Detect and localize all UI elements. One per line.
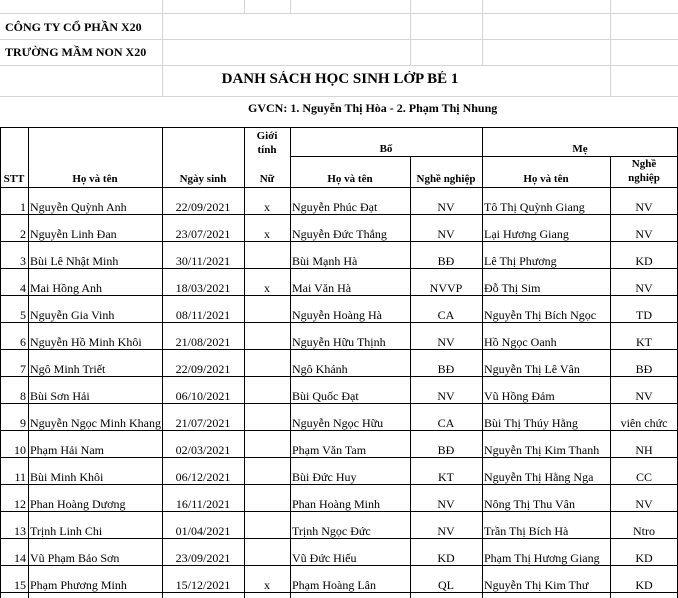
- cell-student-name: Nguyễn Hồ Minh Khôi: [30, 335, 142, 349]
- cell-stt: 6: [20, 335, 26, 349]
- cell-father-name: Nguyễn Phúc Đạt: [292, 200, 378, 214]
- cell-stt: 13: [14, 524, 26, 538]
- cell-student-name: Ngô Minh Triết: [30, 362, 106, 376]
- cell-mother-name: Nguyễn Thị Lê Vân: [484, 362, 580, 376]
- company-name: CÔNG TY CỔ PHẦN X20: [5, 20, 142, 34]
- cell-birth-date: 30/11/2021: [175, 254, 231, 268]
- table-col-border: [244, 188, 245, 598]
- gridline: [482, 0, 483, 65]
- cell-student-name: Nguyễn Quỳnh Anh: [30, 200, 127, 214]
- cell-stt: 15: [14, 578, 26, 592]
- cell-birth-date: 23/09/2021: [175, 551, 231, 565]
- cell-mother-name: Phạm Thị Hương Giang: [484, 551, 600, 565]
- cell-stt: 1: [20, 200, 26, 214]
- row-border: [0, 322, 678, 323]
- cell-father-job: BĐ: [437, 254, 455, 268]
- cell-stt: 10: [14, 443, 26, 457]
- gridline: [0, 39, 678, 40]
- cell-birth-date: 22/09/2021: [175, 362, 231, 376]
- cell-father-job: NV: [437, 227, 455, 241]
- cell-father-name: Trịnh Ngọc Đức: [292, 524, 371, 538]
- cell-mother-name: Đỗ Thị Sim: [484, 281, 541, 295]
- header-mother-name: Họ và tên: [523, 173, 569, 185]
- cell-birth-date: 15/12/2021: [175, 578, 231, 592]
- row-border: [0, 592, 678, 593]
- cell-mother-name: Lại Hương Giang: [484, 227, 569, 241]
- cell-birth-date: 21/07/2021: [175, 416, 231, 430]
- cell-student-name: Nguyễn Linh Đan: [30, 227, 117, 241]
- header-birth-date: Ngày sinh: [179, 173, 227, 185]
- cell-mother-name: Lê Thị Phương: [484, 254, 557, 268]
- cell-father-name: Nguyễn Hoàng Hà: [292, 308, 382, 322]
- cell-father-job: NV: [437, 389, 455, 403]
- cell-stt: 3: [20, 254, 26, 268]
- cell-birth-date: 18/03/2021: [175, 281, 231, 295]
- gvcn-line: GVCN: 1. Nguyễn Thị Hòa - 2. Phạm Thị Nhung: [248, 101, 498, 115]
- cell-birth-date: 01/04/2021: [175, 524, 231, 538]
- cell-mother-job: KD: [635, 254, 653, 268]
- cell-father-job: CA: [437, 416, 455, 430]
- cell-father-name: Bùi Đức Huy: [292, 470, 357, 484]
- cell-father-name: Mai Văn Hà: [292, 281, 352, 295]
- cell-mother-job: NV: [635, 389, 653, 403]
- cell-female: x: [264, 281, 270, 295]
- cell-stt: 9: [20, 416, 26, 430]
- gridline: [610, 0, 611, 96]
- cell-father-job: BĐ: [437, 443, 455, 457]
- header-mother-job-line1: Nghề: [631, 158, 657, 170]
- cell-student-name: Bùi Lê Nhật Minh: [30, 254, 119, 268]
- cell-father-job: BĐ: [437, 362, 455, 376]
- cell-female: x: [264, 200, 270, 214]
- header-top-border: [0, 127, 678, 128]
- cell-mother-name: Nguyễn Thị Hằng Nga: [484, 470, 594, 484]
- cell-father-job: CA: [437, 308, 455, 322]
- cell-student-name: Phạm Phương Minh: [30, 578, 127, 592]
- row-border: [0, 376, 678, 377]
- cell-stt: 8: [20, 389, 26, 403]
- cell-birth-date: 08/11/2021: [175, 308, 231, 322]
- header-father-job: Nghề nghiệp: [416, 173, 476, 185]
- header-father: Bố: [379, 143, 393, 155]
- cell-birth-date: 22/09/2021: [175, 200, 231, 214]
- cell-father-job: NVVP: [429, 281, 463, 295]
- cell-mother-name: Trần Thị Bích Hà: [484, 524, 569, 538]
- header-student-name: Họ và tên: [72, 173, 118, 185]
- gridline: [0, 13, 678, 14]
- cell-father-name: Bùi Mạnh Hà: [292, 254, 358, 268]
- cell-student-name: Phạm Hải Nam: [30, 443, 104, 457]
- cell-stt: 14: [14, 551, 26, 565]
- cell-student-name: Nguyễn Gia Vinh: [30, 308, 115, 322]
- cell-mother-name: Nguyễn Thị Kim Thư: [484, 578, 589, 592]
- row-border: [0, 295, 678, 296]
- row-border: [0, 484, 678, 485]
- header-bottom-border: [0, 187, 678, 188]
- page-title: DANH SÁCH HỌC SINH LỚP BÉ 1: [221, 71, 459, 87]
- cell-father-name: Ngô Khánh: [292, 362, 348, 376]
- cell-birth-date: 23/07/2021: [175, 227, 231, 241]
- row-border: [0, 349, 678, 350]
- school-name: TRƯỜNG MẦM NON X20: [5, 45, 147, 59]
- cell-mother-name: Nguyễn Thị Kim Thanh: [484, 443, 600, 457]
- cell-mother-name: Nông Thị Thu Vân: [484, 497, 576, 511]
- cell-student-name: Nguyễn Ngọc Minh Khang: [30, 416, 161, 430]
- cell-stt: 4: [20, 281, 26, 295]
- cell-mother-job: NH: [635, 443, 653, 457]
- cell-mother-job: NV: [635, 497, 653, 511]
- cell-stt: 2: [20, 227, 26, 241]
- cell-father-name: Nguyễn Ngọc Hữu: [292, 416, 384, 430]
- cell-mother-job: NV: [635, 281, 653, 295]
- cell-mother-name: Hồ Ngọc Oanh: [484, 335, 557, 349]
- gridline: [0, 65, 678, 66]
- cell-mother-name: Nguyễn Thị Bích Ngọc: [484, 308, 597, 322]
- cell-father-name: Phan Hoàng Minh: [292, 497, 380, 511]
- cell-mother-name: Bùi Thị Thúy Hằng: [484, 416, 578, 430]
- cell-female: x: [264, 227, 270, 241]
- header-mother-job-line2: nghiệp: [628, 172, 660, 184]
- cell-student-name: Vũ Phạm Bảo Sơn: [30, 551, 120, 565]
- cell-mother-name: Tô Thị Quỳnh Giang: [484, 200, 585, 214]
- header-mother: Mẹ: [572, 143, 588, 155]
- cell-birth-date: 16/11/2021: [175, 497, 231, 511]
- cell-father-job: NV: [437, 335, 455, 349]
- row-border: [0, 268, 678, 269]
- cell-mother-job: Ntro: [633, 524, 655, 538]
- header-stt: STT: [3, 173, 25, 185]
- cell-mother-job: KT: [636, 335, 652, 349]
- gridline: [244, 0, 245, 13]
- cell-mother-job: NV: [635, 200, 653, 214]
- cell-father-job: NV: [437, 200, 455, 214]
- cell-father-name: Phạm Văn Tam: [292, 443, 367, 457]
- cell-mother-job: TD: [636, 308, 652, 322]
- cell-father-name: Vũ Đức Hiếu: [292, 551, 357, 565]
- cell-birth-date: 06/12/2021: [175, 470, 231, 484]
- row-border: [0, 430, 678, 431]
- cell-father-name: Phạm Hoàng Lân: [292, 578, 376, 592]
- row-border: [0, 538, 678, 539]
- gridline: [290, 0, 291, 13]
- header-female: Nữ: [259, 173, 275, 185]
- row-border: [0, 403, 678, 404]
- row-border: [0, 565, 678, 566]
- cell-female: x: [264, 578, 270, 592]
- cell-father-name: Nguyễn Hữu Thịnh: [292, 335, 386, 349]
- row-border: [0, 511, 678, 512]
- cell-student-name: Bùi Minh Khôi: [30, 470, 104, 484]
- row-border: [0, 241, 678, 242]
- cell-student-name: Bùi Sơn Hải: [30, 389, 90, 403]
- cell-father-name: Bùi Quốc Đạt: [292, 389, 359, 403]
- cell-student-name: Phan Hoàng Dương: [30, 497, 126, 511]
- cell-father-job: NV: [437, 497, 455, 511]
- cell-mother-job: KD: [635, 578, 653, 592]
- cell-mother-job: KD: [635, 551, 653, 565]
- cell-mother-name: Vũ Hồng Đảm: [484, 389, 555, 403]
- cell-mother-job: BĐ: [635, 362, 653, 376]
- gridline: [410, 0, 411, 65]
- cell-stt: 11: [14, 470, 26, 484]
- cell-birth-date: 21/08/2021: [175, 335, 231, 349]
- cell-stt: 7: [20, 362, 26, 376]
- cell-student-name: Mai Hồng Anh: [30, 281, 102, 295]
- header-gender-line1: Giới: [256, 130, 278, 142]
- cell-mother-job: viên chức: [620, 416, 668, 430]
- cell-stt: 12: [14, 497, 26, 511]
- cell-student-name: Trịnh Linh Chi: [30, 524, 103, 538]
- cell-father-job: KD: [437, 551, 455, 565]
- gridline: [0, 96, 678, 97]
- cell-birth-date: 06/10/2021: [175, 389, 231, 403]
- cell-father-job: KT: [438, 470, 454, 484]
- header-gender-line2: tính: [257, 144, 277, 156]
- cell-birth-date: 02/03/2021: [175, 443, 231, 457]
- cell-father-job: NV: [437, 524, 455, 538]
- cell-stt: 5: [20, 308, 26, 322]
- row-border: [0, 214, 678, 215]
- row-border: [0, 457, 678, 458]
- cell-father-job: QL: [438, 578, 454, 592]
- cell-mother-job: CC: [635, 470, 652, 484]
- cell-mother-job: NV: [635, 227, 653, 241]
- header-father-name: Họ và tên: [327, 173, 373, 185]
- cell-father-name: Nguyễn Đức Thắng: [292, 227, 387, 241]
